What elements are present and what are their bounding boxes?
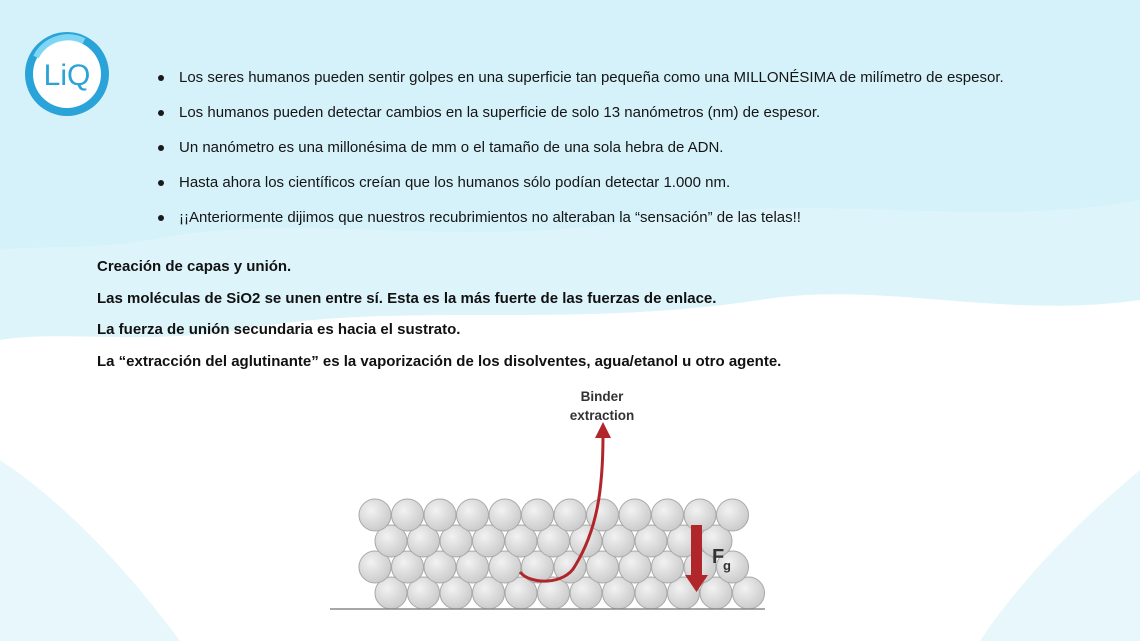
notes-section <box>97 251 781 377</box>
sphere <box>652 499 684 531</box>
bullet-list <box>158 60 1004 235</box>
force-label: F <box>712 546 725 568</box>
binder-extraction-diagram <box>325 380 775 620</box>
sphere <box>359 499 391 531</box>
sphere <box>554 499 586 531</box>
sphere <box>457 499 489 531</box>
force-subscript: g <box>723 558 731 573</box>
sphere-stack <box>359 499 765 609</box>
sphere <box>489 499 521 531</box>
liq-logo <box>22 29 112 119</box>
sphere <box>619 499 651 531</box>
bullet-item: Los humanos pueden detectar cambios en la superficie de solo 13 nanómetros (nm) de espesor. <box>158 95 1004 130</box>
bullet-item: Un nanómetro es una millonésima de mm o el tamaño de una sola hebra de ADN. <box>158 130 1004 165</box>
note-line: La fuerza de unión secundaria es hacia el sustrato. <box>97 321 461 338</box>
bullet-item: ¡¡Anteriormente dijimos que nuestros recubrimientos no alteraban la “sensación” de las telas!! <box>158 200 1004 235</box>
note-line: Las moléculas de SiO2 se unen entre sí. Esta es la más fuerte de las fuerzas de enlace. <box>97 289 717 307</box>
sphere <box>522 499 554 531</box>
sphere <box>424 499 456 531</box>
sphere <box>392 499 424 531</box>
logo-text: LiQ <box>43 59 91 92</box>
gravity-arrow-shaft <box>691 525 702 575</box>
binder-arrow-head <box>595 422 611 438</box>
bullet-item: Los seres humanos pueden sentir golpes en una superficie tan pequeña como una MILLONÉSIMA de milímetro de espesor. <box>158 60 1004 95</box>
binder-label: Binder <box>580 389 624 404</box>
note-heading: Creación de capas y unión. <box>97 258 292 275</box>
sphere <box>717 499 749 531</box>
extraction-label: extraction <box>569 408 635 423</box>
note-line: La “extracción del aglutinante” es la vaporización de los disolventes, agua/etanol u otro agente. <box>97 352 782 370</box>
bullet-item: Hasta ahora los científicos creían que los humanos sólo podían detectar 1.000 nm. <box>158 165 1004 200</box>
